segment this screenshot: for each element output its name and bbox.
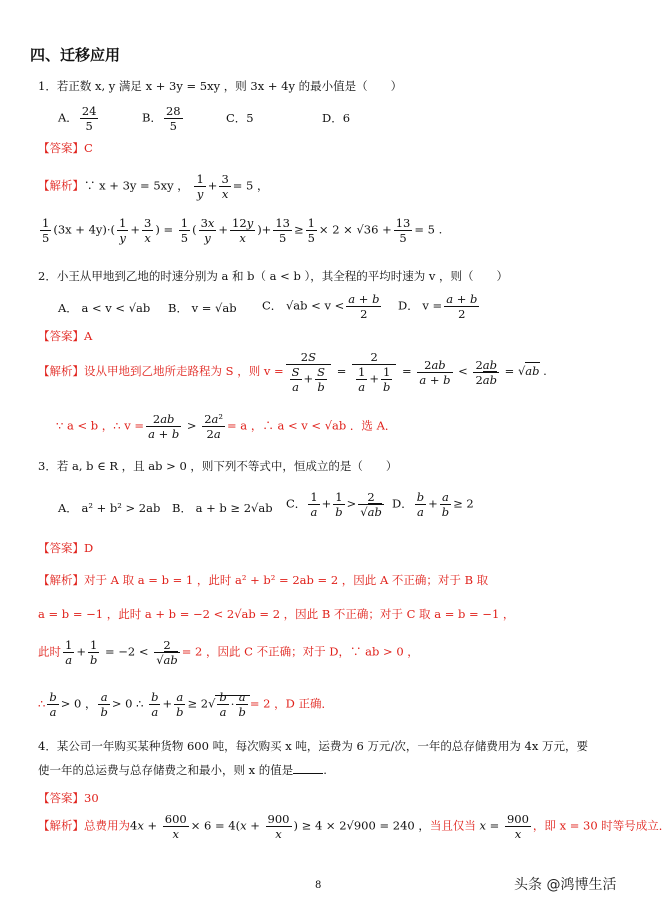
section-title: 四、迁移应用 [30,46,121,64]
q1-option-b: B． $\frac{28}{5}$ [142,104,181,133]
q3-analysis-line2: a = b = −1 ，此时 a + b = −2 < 2√ab = 2 ，因此 B 不正确；对于 C 取 a = b = −1 ， [38,607,515,621]
q3-option-a: A． a² + b² > 2ab [58,501,161,515]
q2-option-d: D． v = $\frac{a + b}{2}$ [398,292,478,321]
q2-option-a: A． a < v < √ab [58,301,151,315]
q1-option-c: C．5 [226,111,254,125]
q4-answer: 【答案】30 [38,791,99,805]
question-1-stem: 1．若正数 x, y 满足 x + 3y = 5xy ，则 3x + 4y 的最小值是（ ） [38,79,403,93]
q3-answer: 【答案】D [38,541,94,555]
q2-analysis-line2: ∵ a < b ，∴ v = $\frac{2ab}{a + b}$ > $\frac{\text{2a²}}{2a}$ = a ，∴ a < v < √ab ．选 A． [56,412,397,441]
q3-analysis-line1: 【解析】对于 A 取 a = b = 1 ，此时 a² + b² = 2ab = 2 ，因此 A 不正确；对于 B 取 [38,573,489,587]
q1-analysis-line2: $\frac{1}{5}$ (3x + 4y)·( $\frac{1}{y}$ + $\frac{3}{x}$ ) = $\frac{1}{5}$ ( $\frac{3x}{y}$ + $\frac{12y}{x}$ )+ $\frac{13}{5}$ ≥ $\frac{1}{5}$ × 2 × √36 + $\frac{13}{5}$ = 5 . [42,216,443,245]
q3-option-b: B． a + b ≥ 2√ab [172,501,273,515]
watermark: 头条 @鸿博生活 [514,877,617,893]
question-4-stem-line1: 4．某公司一年购买某种货物 600 吨，每次购买 x 吨，运费为 6 万元/次，一年的总存储费用为 4x 万元，要 [38,739,588,753]
q3-analysis-line3: 此时 $\frac{1}{a}$ + $\frac{1}{b}$ = −2 < $\frac{2}{√ab}$ = 2 ，因此 C 不正确；对于 D，∵ ab > 0 ， [38,638,419,667]
q1-option-a: A． $\frac{24}{5}$ [58,104,97,133]
q2-option-b: B． v = √ab [168,301,237,315]
q1-option-d: D．6 [322,111,351,125]
q4-analysis: 【解析】总费用为4x + $\frac{600}{x}$ × 6 = 4(x + $\frac{900}{x}$ ) ≥ 4 × 2√900 = 240 ，当且仅当 x = $\frac{900}{x}$ ，即 x = 30 时等号成立． [38,812,670,841]
q2-option-c: C． √ab < v < $\frac{a + b}{2}$ [262,292,380,321]
q3-option-d: D． $\frac{b}{a}$ + $\frac{a}{b}$ ≥ 2 [392,490,474,519]
q3-option-c: C． $\frac{1}{a}$ + $\frac{1}{b}$ > $\frac{2}{√ab}$ [286,490,382,519]
q3-analysis-line4: ∴ $\frac{b}{a}$ > 0 ， $\frac{a}{b}$ > 0 ∴ $\frac{b}{a}$ + $\frac{a}{b}$ ≥ 2√ $\frac{b}{a}$ · $\frac{a}{b}$ = 2 ，D 正确． [38,690,333,719]
q2-analysis-line1: 【解析】设从甲地到乙地所走路程为 S ，则 v = 2S $\frac{S}{a}$ + $\frac{S}{b}$ = 2 $\frac{1}{a}$ + $\frac{1}{b}$ = $\frac{2ab}{a + b}$ < $\frac{2ab}{2ab}$ = √ab . [38,350,547,394]
question-2-stem: 2．小王从甲地到乙地的时速分别为 a 和 b（ a < b ），其全程的平均时速为 v ，则（ ） [38,269,509,283]
q1-answer: 【答案】C [38,141,93,155]
q1-analysis-line1: 【解析】∵ x + 3y = 5xy ， $\frac{1}{y}$ + $\frac{3}{x}$ = 5 ， [38,172,269,201]
page-number: 8 [315,880,322,891]
q2-answer: 【答案】A [38,329,93,343]
question-4-stem-line2: 使一年的总运费与总存储费之和最小，则 x 的值是 . [38,763,327,777]
question-3-stem: 3．若 a, b ∈ R ，且 ab > 0 ，则下列不等式中，恒成立的是（ ） [38,459,398,473]
